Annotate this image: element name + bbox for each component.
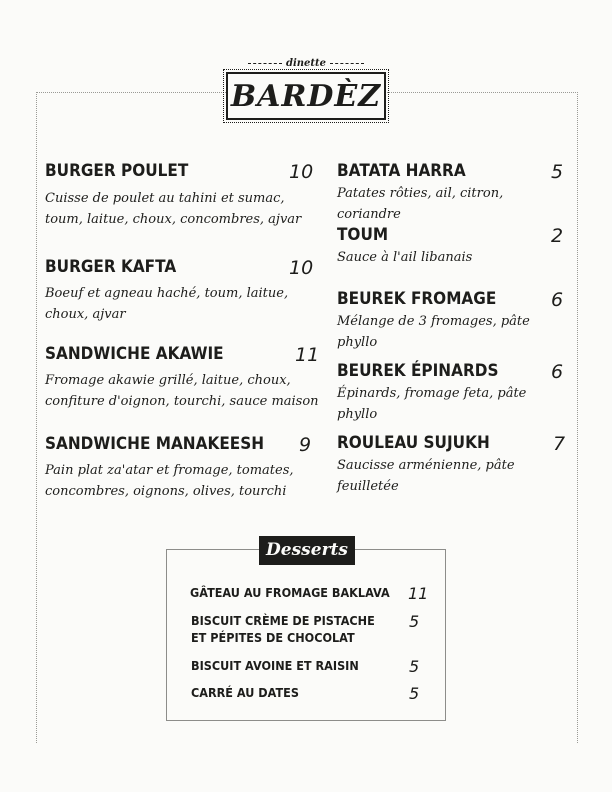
item-price: 9 <box>299 434 312 456</box>
dessert-price: 11 <box>408 584 429 603</box>
dessert-item <box>191 612 427 648</box>
desserts-title: Desserts <box>259 536 355 565</box>
item-description: Mélange de 3 fromages, pâte phyllo <box>337 314 530 350</box>
menu-item <box>45 257 313 327</box>
dessert-name: BISCUIT AVOINE ET RAISIN <box>191 658 359 673</box>
item-price: 2 <box>551 225 564 247</box>
item-description: Cuisse de poulet au tahini et sumac, toum, laitue, choux, concombres, ajvar <box>45 191 302 227</box>
menu-item <box>45 161 313 231</box>
item-name: BURGER POULET <box>45 161 189 181</box>
dessert-price: 5 <box>409 612 420 631</box>
dessert-item <box>190 584 429 604</box>
logo-small-text: dinette <box>285 58 327 69</box>
item-name: BEUREK FROMAGE <box>337 289 497 309</box>
item-price: 7 <box>553 433 566 455</box>
logo-wordmark: BARDÈZ <box>226 72 386 120</box>
item-name: BEUREK ÉPINARDS <box>337 361 499 381</box>
item-description: Pain plat za'atar et fromage, tomates, concombres, oignons, olives, tourchi <box>45 463 294 499</box>
logo-dashed-border <box>226 118 386 123</box>
menu-item <box>337 433 567 503</box>
item-description: Sauce à l'ail libanais <box>337 250 473 265</box>
menu-item <box>45 434 335 504</box>
dessert-name: CARRÉ AU DATES <box>191 685 299 700</box>
bardez-logo <box>226 58 386 124</box>
dessert-name: GÂTEAU AU FROMAGE BAKLAVA <box>190 585 390 600</box>
item-price: 6 <box>551 289 564 311</box>
menu-item <box>337 361 567 422</box>
item-description: Patates rôties, ail, citron, coriandre <box>337 186 504 222</box>
item-name: BATATA HARRA <box>337 161 466 181</box>
dessert-item <box>191 657 427 677</box>
menu-item <box>45 344 335 414</box>
item-description: Boeuf et agneau haché, toum, laitue, choux, ajvar <box>45 286 289 322</box>
item-description: Fromage akawie grillé, laitue, choux, confiture d'oignon, tourchi, sauce maison <box>45 373 319 409</box>
dessert-price: 5 <box>409 657 420 676</box>
menu-item <box>337 289 567 350</box>
item-price: 5 <box>551 161 564 183</box>
dessert-price: 5 <box>409 684 420 703</box>
item-name: TOUM <box>337 225 389 245</box>
dessert-item <box>191 684 427 704</box>
item-description: Épinards, fromage feta, pâte phyllo <box>337 386 527 422</box>
menu-item <box>337 225 567 269</box>
logo-tagline <box>226 58 386 70</box>
item-price: 11 <box>295 344 320 366</box>
item-price: 10 <box>289 161 314 183</box>
item-description: Saucisse arménienne, pâte feuilletée <box>337 458 515 494</box>
item-name: SANDWICHE AKAWIE <box>45 344 224 364</box>
item-price: 6 <box>551 361 564 383</box>
menu-item <box>337 161 567 222</box>
item-price: 10 <box>289 257 314 279</box>
item-name: BURGER KAFTA <box>45 257 177 277</box>
item-name: SANDWICHE MANAKEESH <box>45 434 265 454</box>
dessert-name: BISCUIT CRÈME DE PISTACHE ET PÉPITES DE CHOCOLAT <box>191 613 375 645</box>
item-name: ROULEAU SUJUKH <box>337 433 490 453</box>
